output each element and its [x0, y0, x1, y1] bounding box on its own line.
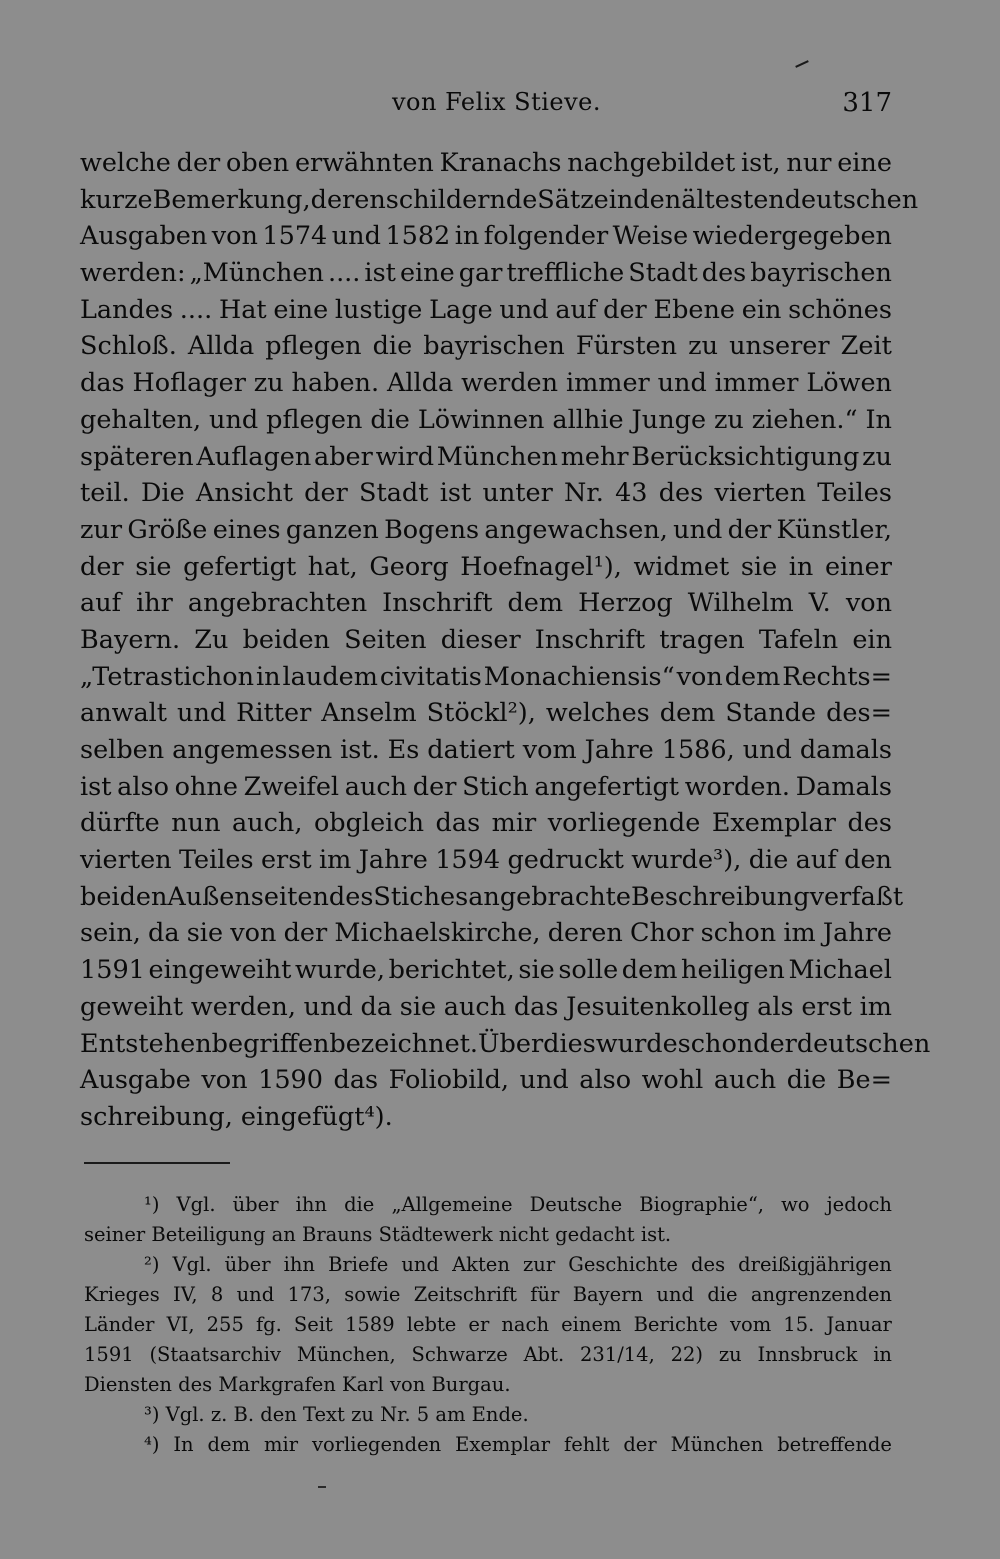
text-line: werden: „München .... ist eine gar treffliche Stadt des bayrischen	[80, 258, 892, 289]
footnote-divider	[84, 1162, 230, 1164]
footnote-line: ²) Vgl. über ihn Briefe und Akten zur Geschichte des dreißigjährigen	[144, 1253, 892, 1276]
footnote-line: ¹) Vgl. über ihn die „Allgemeine Deutsche Biographie“, wo jedoch	[144, 1193, 892, 1216]
text-line: welche der oben erwähnten Kranachs nachgebildet ist, nur eine	[80, 148, 892, 178]
footnote-line: 1591 (Staatsarchiv München, Schwarze Abt. 231/14, 22) zu Innsbruck in	[84, 1343, 892, 1366]
text-line: anwalt und Ritter Anselm Stöckl²), welches dem Stande des=	[80, 698, 892, 729]
text-line: dürfte nun auch, obgleich das mir vorliegende Exemplar des	[80, 808, 892, 839]
footnote-line: seiner Beteiligung an Brauns Städtewerk nicht gedacht ist.	[84, 1223, 672, 1246]
text-line: vierten Teiles erst im Jahre 1594 gedruckt wurde³), die auf den	[80, 845, 892, 876]
page-number: 317	[842, 88, 892, 118]
text-line: kurze Bemerkung, deren schildernde Sätze in den ältesten deutschen	[80, 184, 919, 215]
running-head-title: von Felix Stieve.	[392, 88, 602, 116]
footnote-line: Diensten des Markgrafen Karl von Burgau.	[84, 1373, 511, 1396]
text-line: Ausgaben von 1574 und 1582 in folgender Weise wiedergegeben	[80, 221, 892, 252]
footnote-line: ³) Vgl. z. B. den Text zu Nr. 5 am Ende.	[144, 1403, 529, 1426]
text-line: Entstehen begriffen bezeichnet. Überdies wurde schon der deutschen	[80, 1028, 931, 1059]
text-line: auf ihr angebrachten Inschrift dem Herzog Wilhelm V. von	[80, 588, 892, 619]
text-line: Landes .... Hat eine lustige Lage und auf der Ebene ein schönes	[80, 294, 892, 325]
print-mark	[318, 1486, 326, 1488]
footnote-line: Krieges IV, 8 und 173, sowie Zeitschrift für Bayern und die angrenzenden	[84, 1283, 892, 1306]
footnote-line: Länder VI, 255 fg. Seit 1589 lebte er nach einem Berichte vom 15. Januar	[84, 1313, 892, 1336]
text-line: gehalten, und pflegen die Löwinnen allhie Junge zu ziehen.“ In	[80, 404, 892, 435]
text-line: teil. Die Ansicht der Stadt ist unter Nr. 43 des vierten Teiles	[80, 478, 892, 509]
text-line: zur Größe eines ganzen Bogens angewachsen, und der Künstler,	[80, 514, 892, 545]
text-line: 1591 eingeweiht wurde, berichtet, sie solle dem heiligen Michael	[80, 955, 892, 986]
text-line: Schloß. Allda pflegen die bayrischen Fürsten zu unserer Zeit	[80, 331, 892, 362]
text-line: schreibung, eingefügt⁴).	[80, 1101, 393, 1132]
text-line: Bayern. Zu beiden Seiten dieser Inschrift tragen Tafeln ein	[80, 624, 892, 655]
text-line: Ausgabe von 1590 das Foliobild, und also wohl auch die Be=	[80, 1065, 892, 1096]
text-line: der sie gefertigt hat, Georg Hoefnagel¹), widmet sie in einer	[80, 551, 892, 582]
text-line: geweiht werden, und da sie auch das Jesuitenkolleg als erst im	[80, 991, 892, 1022]
text-line: beiden Außenseiten des Stiches angebrachte Beschreibung verfaßt	[80, 881, 904, 912]
pencil-mark	[795, 60, 809, 68]
text-line: selben angemessen ist. Es datiert vom Jahre 1586, und damals	[80, 735, 892, 765]
text-line: ist also ohne Zweifel auch der Stich angefertigt worden. Damals	[80, 771, 892, 802]
text-line: das Hoflager zu haben. Allda werden immer und immer Löwen	[80, 368, 892, 399]
text-line: sein, da sie von der Michaelskirche, deren Chor schon im Jahre	[80, 918, 892, 949]
text-line: späteren Auflagen aber wird München mehr Berücksichtigung zu	[80, 441, 892, 472]
main-text	[80, 145, 931, 1136]
footnotes	[84, 1190, 892, 1460]
footnote-line: ⁴) In dem mir vorliegenden Exemplar fehlt der München betreffende	[144, 1433, 892, 1456]
text-line: „Tetrastichon in laudem civitatis Monachiensis“ von dem Rechts=	[80, 661, 892, 692]
running-head	[0, 88, 1000, 128]
